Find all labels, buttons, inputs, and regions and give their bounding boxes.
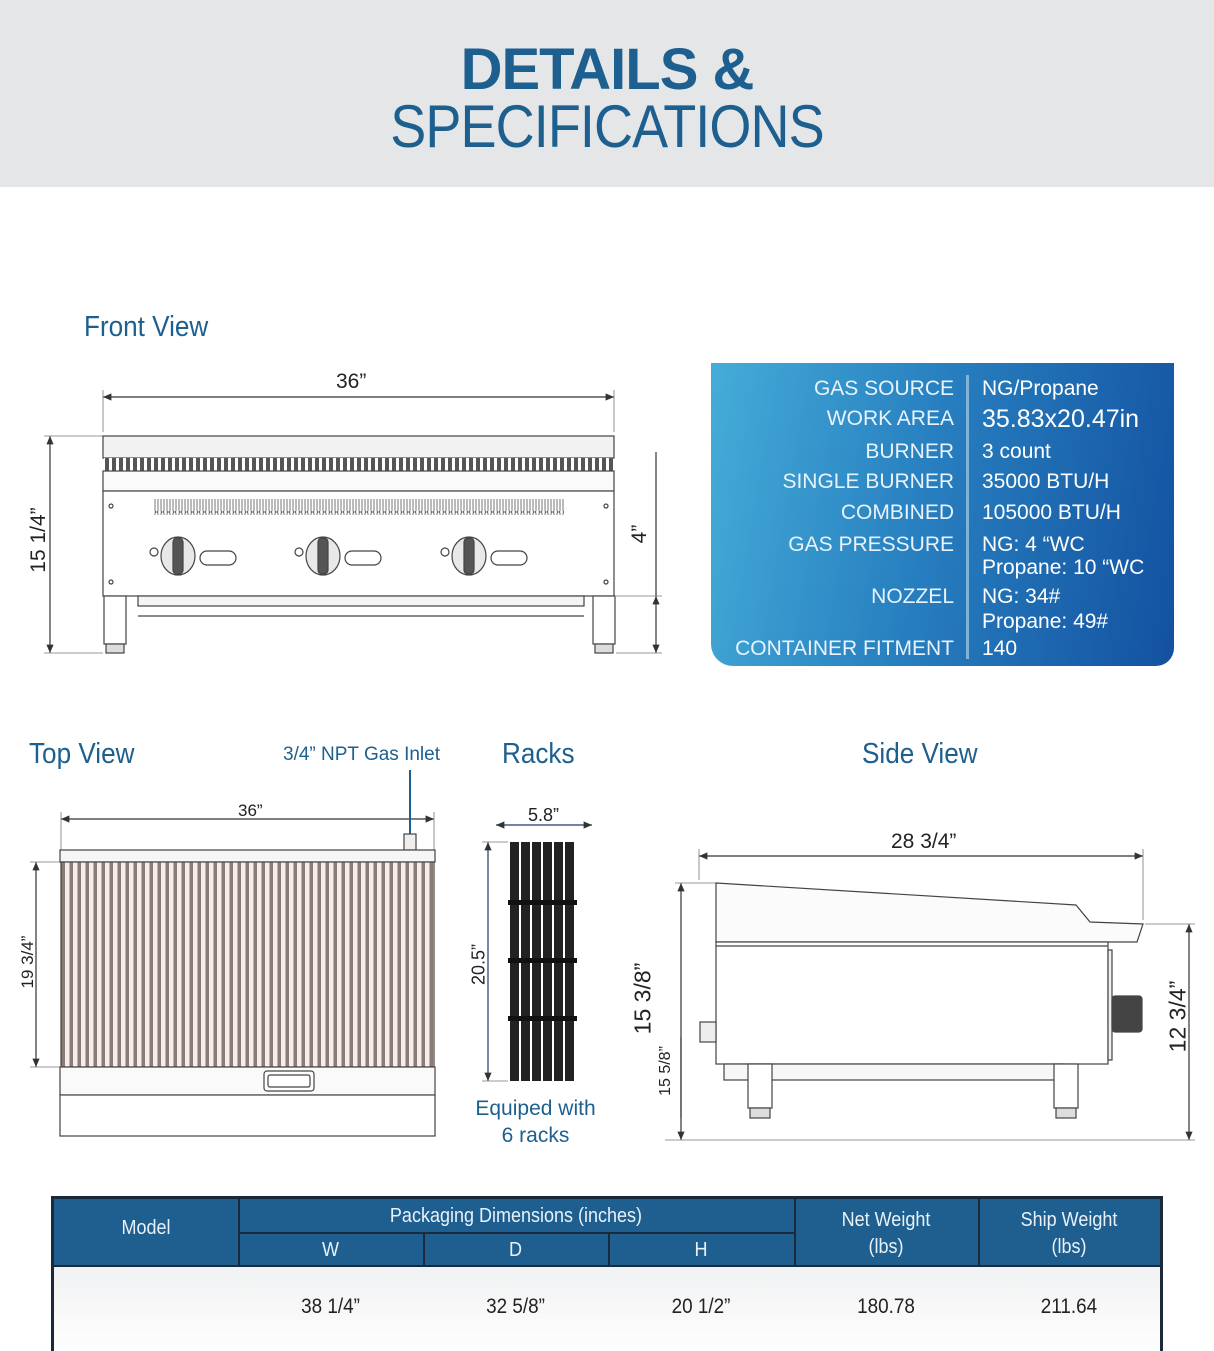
spec-value-gas-source: NG/Propane [982,377,1099,400]
spec-label-gas-pressure: GAS PRESSURE [788,533,954,556]
top-view-title: Top View [29,738,135,770]
specs-panel [711,363,1174,666]
spec-value-gas-pressure-propane: Propane: 10 “WC [982,556,1145,579]
side-front-height-label: 12 3/4” [1164,980,1191,1053]
spec-value-burner: 3 count [982,440,1051,463]
top-width-label: 36” [238,801,263,820]
header-packaging: Packaging Dimensions (inches) [389,1205,643,1227]
cell-h: 20 1/2” [671,1295,731,1318]
page-title-line1: DETAILS & [460,37,754,102]
racks-caption-line1: Equiped with [475,1097,596,1120]
table-divider [423,1232,425,1267]
gas-inlet-label: 3/4” NPT Gas Inlet [283,744,440,765]
cell-ship-weight: 211.64 [1040,1295,1098,1318]
cell-d: 32 5/8” [486,1295,545,1318]
front-view-drawing [44,390,662,653]
spec-label-single-burner: SINGLE BURNER [782,470,954,493]
rack-width-label: 5.8” [528,805,560,825]
page-title-line2: SPECIFICATIONS [390,93,824,160]
header-ship-weight [987,1207,1151,1261]
cell-w: 38 1/4” [301,1295,360,1318]
rack-length-label: 20.5” [468,943,489,986]
spec-label-container-fitment: CONTAINER FITMENT [735,637,954,660]
header-w: W [321,1239,339,1261]
cell-net-weight: 180.78 [857,1295,915,1318]
front-width-label: 36” [336,370,367,393]
table-header [54,1199,1160,1267]
front-view-title: Front View [84,311,209,343]
racks-drawing [482,825,592,1081]
header-net-weight [803,1207,969,1261]
spec-value-nozzel-ng: NG: 34# [982,585,1061,608]
spec-label-work-area: WORK AREA [826,407,954,430]
spec-label-burner: BURNER [865,440,954,463]
dimensions-table [51,1196,1163,1351]
side-view-drawing [665,849,1195,1140]
table-divider [238,1232,794,1234]
header-net-weight-line1: Net Weight [841,1209,931,1231]
racks-caption [468,1095,603,1149]
spec-value-combined: 105000 BTU/H [982,501,1121,524]
top-depth-label: 19 3/4” [18,935,37,989]
header-ship-weight-line2: (lbs) [1051,1236,1087,1258]
spec-value-container-fitment: 140 [982,637,1018,660]
spec-value-gas-pressure-ng: NG: 4 “WC [982,533,1085,556]
spec-value-single-burner: 35000 BTU/H [982,470,1110,493]
side-view-title: Side View [862,738,978,770]
header-model: Model [121,1217,171,1239]
header-h: H [694,1239,708,1261]
side-inlet-height-label: 15 5/8” [657,1046,674,1096]
table-divider [978,1199,980,1267]
spec-value-work-area: 35.83x20.47in [982,405,1140,433]
top-view-drawing [30,770,435,1136]
spec-value-nozzel-propane: Propane: 49# [982,610,1109,633]
side-height-label: 15 3/8” [629,962,656,1035]
header-net-weight-line2: (lbs) [868,1236,904,1258]
spec-label-combined: COMBINED [840,501,954,524]
racks-caption-line2: 6 racks [501,1124,570,1147]
table-row [54,1267,1160,1351]
racks-title: Racks [502,738,575,770]
side-depth-label: 28 3/4” [891,830,957,853]
spec-label-gas-source: GAS SOURCE [813,377,954,400]
header-ship-weight-line1: Ship Weight [1020,1209,1118,1231]
header-d: D [508,1239,522,1261]
table-divider [794,1199,796,1267]
front-leg-label: 4” [628,524,651,544]
specs-divider [966,375,969,659]
front-height-label: 15 1/4” [27,507,50,573]
table-divider [608,1232,610,1267]
spec-label-nozzel: NOZZEL [871,585,954,608]
